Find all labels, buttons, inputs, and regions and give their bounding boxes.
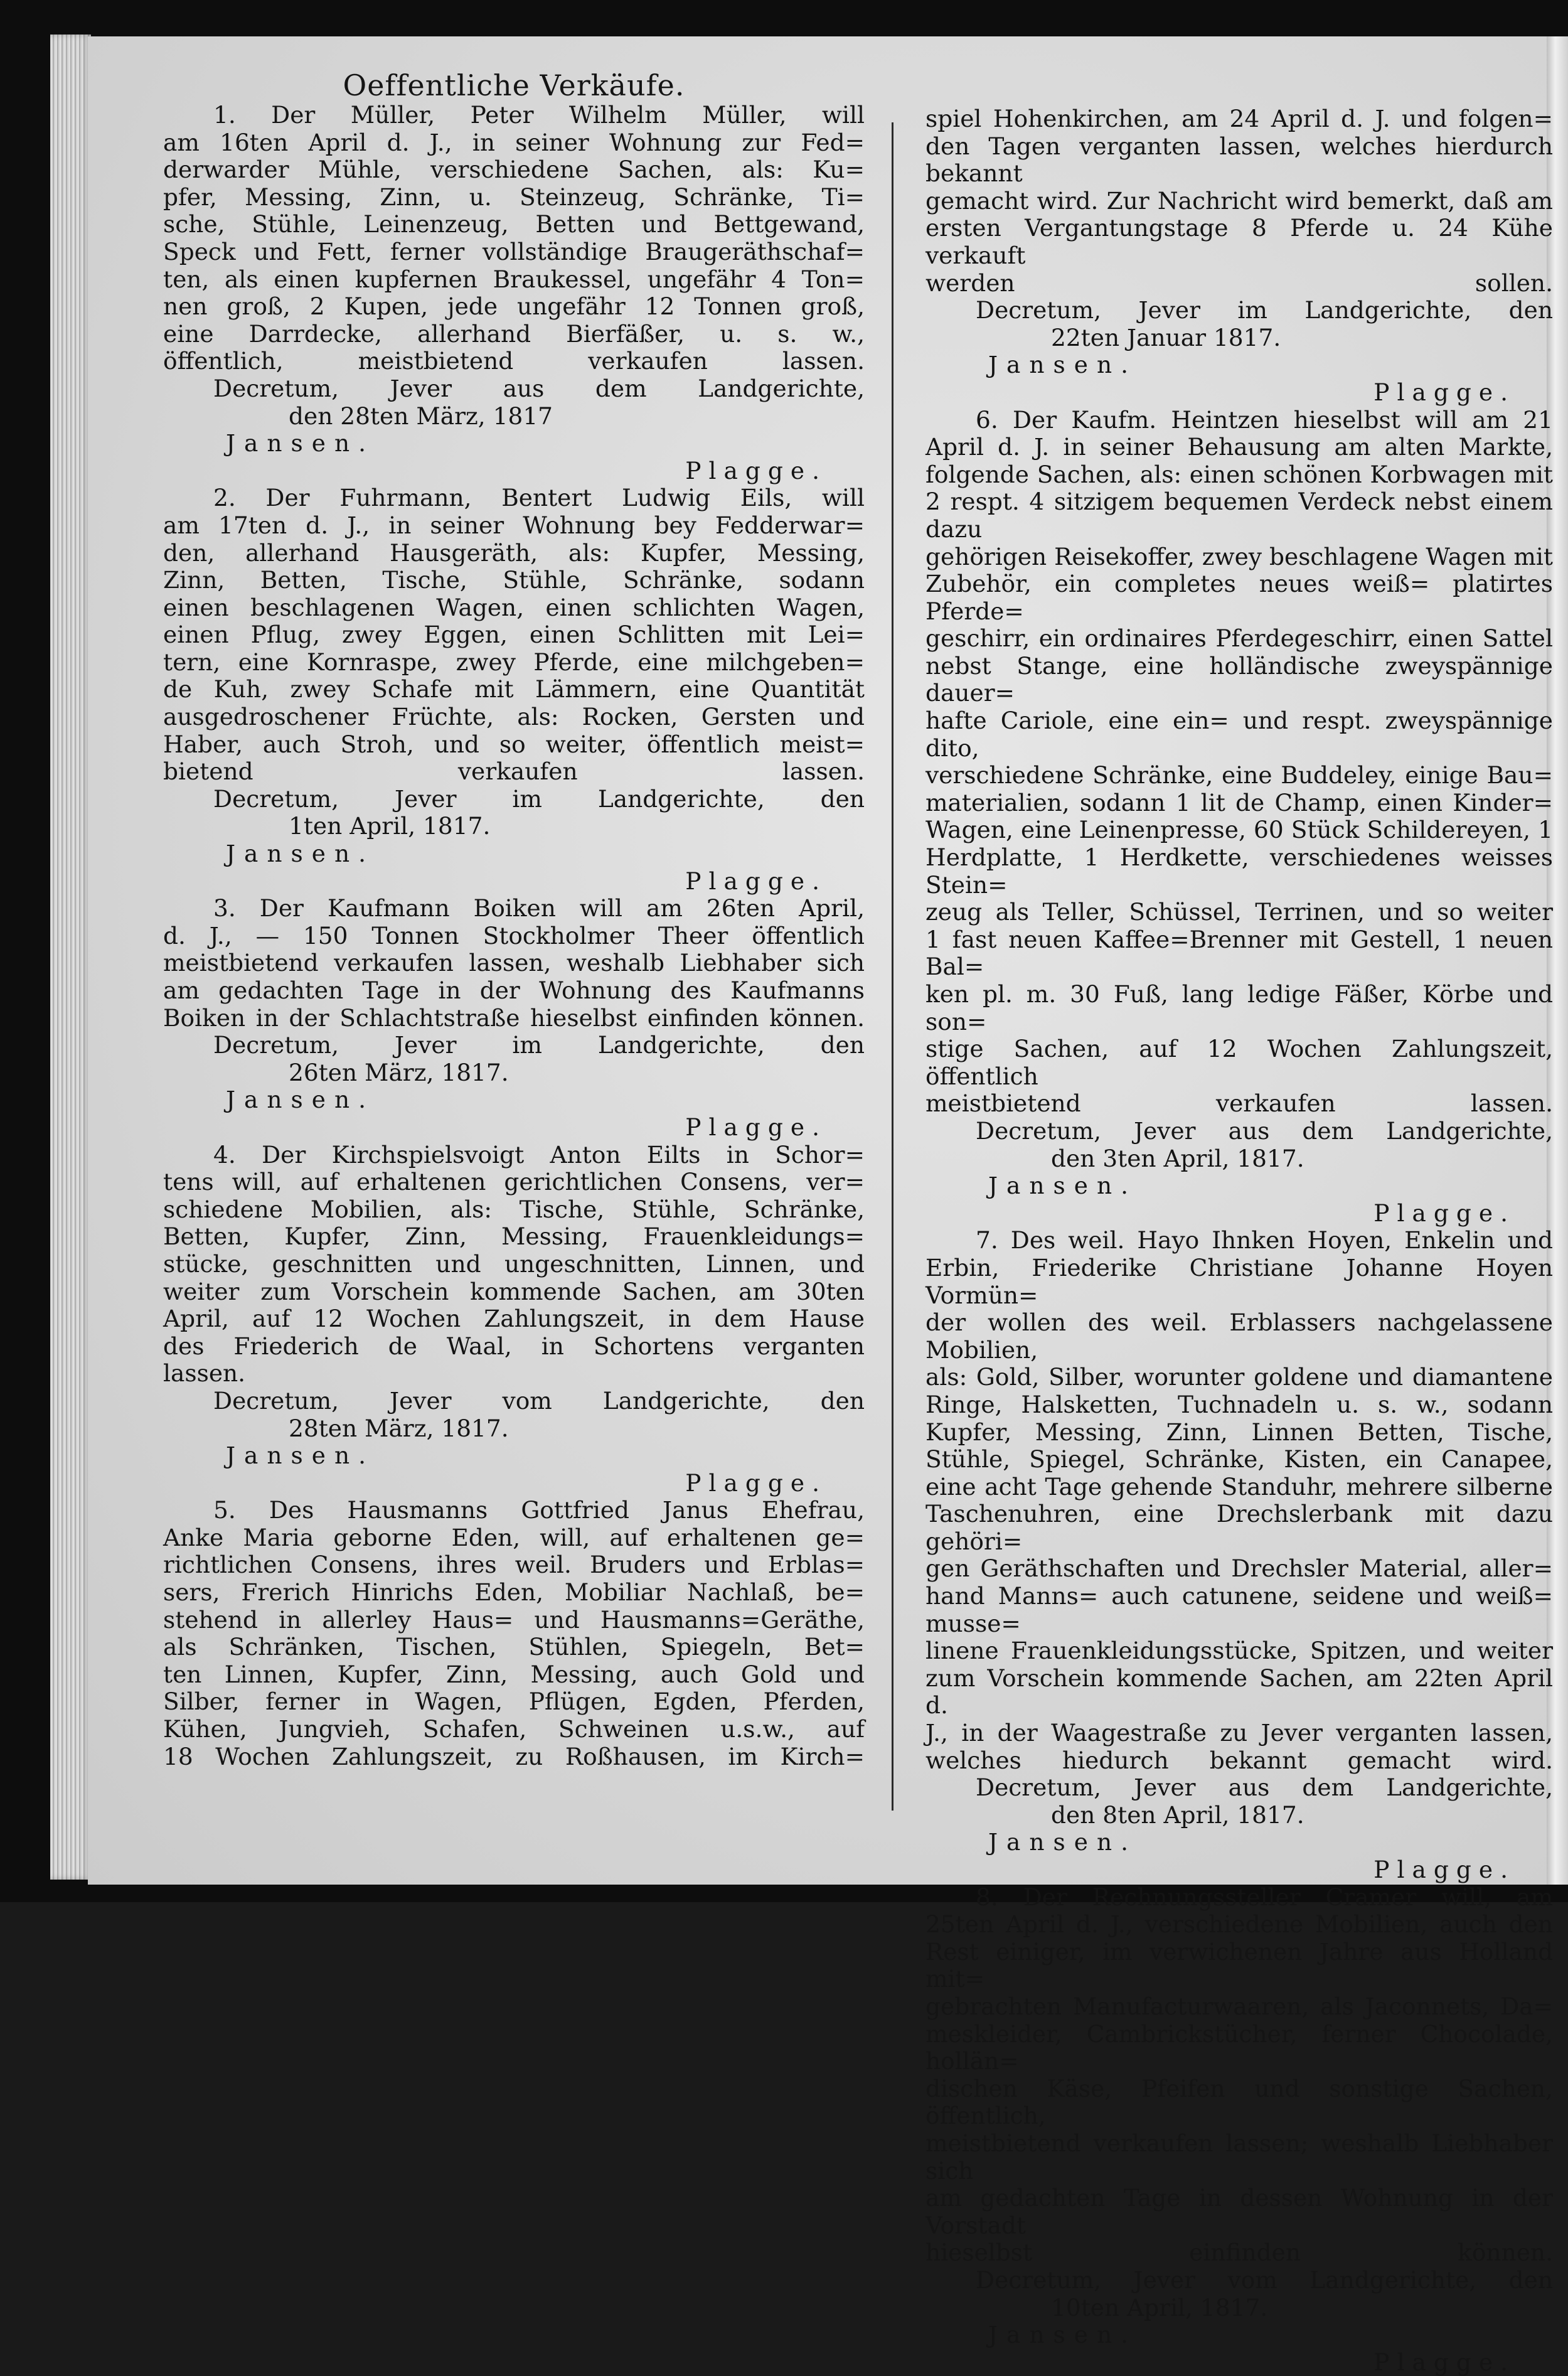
text-line: nebst Stange, eine holländische zweyspännige dauer= xyxy=(925,651,1553,707)
text-line: eine Darrdecke, allerhand Bierfäßer, u. s. w., xyxy=(163,319,865,348)
text-line: Decretum, Jever aus dem Landgerichte, xyxy=(976,1116,1553,1145)
text-line: 4. Der Kirchspielsvoigt Anton Eilts in Schor= xyxy=(213,1140,865,1169)
text-line: öffentlich, meistbietend verkaufen lassen. xyxy=(163,347,865,375)
text-line: den 3ten April, 1817. xyxy=(1051,1144,1304,1172)
text-line: richtlichen Consens, ihres weil. Bruders und Erblas= xyxy=(163,1551,865,1579)
text-line: Plagge. xyxy=(1373,378,1515,406)
text-line: eine acht Tage gehende Standuhr, mehrere silberne xyxy=(925,1472,1553,1501)
text-line: einen beschlagenen Wagen, einen schlichten Wagen, xyxy=(163,593,865,621)
text-line: hieselbst einfinden können. xyxy=(925,2239,1553,2267)
text-line: den 8ten April, 1817. xyxy=(1051,1801,1304,1829)
text-line: dischen Käse, Pfeifen und sonstige Sachen, öffentlich, xyxy=(925,2074,1553,2130)
text-line: Anke Maria geborne Eden, will, auf erhaltenen ge= xyxy=(163,1523,865,1551)
text-line: Taschenuhren, eine Drechslerbank mit dazu gehöri= xyxy=(925,1500,1553,1555)
text-line: schiedene Mobilien, als: Tische, Stühle, Schränke, xyxy=(163,1195,865,1223)
text-line: Jansen. xyxy=(988,1828,1138,1856)
text-line: 1. Der Müller, Peter Wilhelm Müller, will xyxy=(213,101,865,129)
text-line: J., in der Waagestraße zu Jever verganten lassen, xyxy=(925,1719,1553,1747)
text-line: Decretum, Jever im Landgerichte, den xyxy=(213,784,865,813)
text-line: des Friederich de Waal, in Schortens verganten xyxy=(163,1332,865,1360)
text-line: Decretum, Jever aus dem Landgerichte, xyxy=(213,374,865,402)
text-line: Kühen, Jungvieh, Schafen, Schweinen u.s.w., auf xyxy=(163,1715,865,1743)
text-line: 6. Der Kaufm. Heintzen hieselbst will am 21 xyxy=(976,405,1553,434)
text-line: linene Frauenkleidungsstücke, Spitzen, und weiter xyxy=(925,1637,1553,1665)
text-line: tens will, auf erhaltenen gerichtlichen Consens, ver= xyxy=(163,1168,865,1196)
text-line: d. J., — 150 Tonnen Stockholmer Theer öffentlich xyxy=(163,921,865,950)
text-line: ken pl. m. 30 Fuß, lang ledige Fäßer, Körbe und son= xyxy=(925,980,1553,1035)
text-line: Decretum, Jever im Landgerichte, den xyxy=(976,296,1553,324)
text-line: Plagge. xyxy=(1373,2348,1515,2376)
text-line: gehörigen Reisekoffer, zwey beschlagene Wagen mit xyxy=(925,542,1553,570)
text-line: Jansen. xyxy=(988,351,1138,379)
text-line: gen Geräthschaften und Drechsler Material, aller= xyxy=(925,1555,1553,1583)
text-line: Plagge. xyxy=(1373,1856,1515,1883)
text-line: sche, Stühle, Leinenzeug, Betten und Bettgewand, xyxy=(163,210,865,238)
text-line: 8. Der Rechnungssteller Cramer will, am xyxy=(976,1883,1553,1911)
text-line: Zubehör, ein completes neues weiß= platirtes Pferde= xyxy=(925,570,1553,625)
text-line: am gedachten Tage in dessen Wohnung in der Vorstadt xyxy=(925,2184,1553,2239)
text-line: de Kuh, zwey Schafe mit Lämmern, eine Quantität xyxy=(163,675,865,704)
text-line: sers, Frerich Hinrichs Eden, Mobiliar Nachlaß, be= xyxy=(163,1578,865,1607)
text-line: Zinn, Betten, Tische, Stühle, Schränke, sodann xyxy=(163,566,865,594)
text-line: verschiedene Schränke, eine Buddeley, einige Bau= xyxy=(925,761,1553,789)
text-line: 2 respt. 4 sitzigem bequemen Verdeck nebst einem dazu xyxy=(925,488,1553,543)
text-line: Haber, auch Stroh, und so weiter, öffentlich meist= xyxy=(163,730,865,758)
text-line: Decretum, Jever vom Landgerichte, den xyxy=(213,1386,865,1415)
text-line: 26ten März, 1817. xyxy=(289,1058,509,1086)
text-line: 3. Der Kaufmann Boiken will am 26ten April, xyxy=(213,894,865,923)
text-line: weiter zum Vorschein kommende Sachen, am 30ten xyxy=(163,1277,865,1305)
text-line: am gedachten Tage in der Wohnung des Kaufmanns xyxy=(163,977,865,1004)
text-line: Plagge. xyxy=(685,456,827,484)
text-line: 5. Des Hausmanns Gottfried Janus Ehefrau, xyxy=(213,1496,865,1524)
right-column-lines xyxy=(925,105,1553,2376)
text-line: 7. Des weil. Hayo Ihnken Hoyen, Enkelin und xyxy=(976,1226,1553,1255)
text-line: hafte Cariole, eine ein= und respt. zweyspännige dito, xyxy=(925,707,1553,762)
text-line: tern, eine Kornraspe, zwey Pferde, eine milchgeben= xyxy=(163,648,865,676)
text-line: derwarder Mühle, verschiedene Sachen, als: Ku= xyxy=(163,156,865,184)
text-line: Decretum, Jever im Landgerichte, den xyxy=(213,1031,865,1059)
section-heading: Oeffentliche Verkäufe. xyxy=(343,68,685,102)
text-line: 22ten Januar 1817. xyxy=(1051,323,1281,351)
text-line: 28ten März, 1817. xyxy=(289,1414,509,1442)
text-line: Jansen. xyxy=(226,840,375,868)
text-line: Plagge. xyxy=(1373,1199,1515,1227)
text-line: meskleider, Cambrickstücher, ferner Chocolade, hollän= xyxy=(925,2020,1553,2075)
text-line: pfer, Messing, Zinn, u. Steinzeug, Schränke, Ti= xyxy=(163,183,865,211)
text-line: 1 fast neuen Kaffee=Brenner mit Gestell, 1 neuen Bal= xyxy=(925,925,1553,981)
text-line: Wagen, eine Leinenpresse, 60 Stück Schildereyen, 1 xyxy=(925,816,1553,844)
text-line: Herdplatte, 1 Herdkette, verschiedenes weisses Stein= xyxy=(925,843,1553,899)
text-line: bietend verkaufen lassen. xyxy=(163,757,865,786)
text-line: Rest einiger, im verwichenen Jahre aus Holland mit= xyxy=(925,1937,1553,1993)
text-line: meistbietend verkaufen lassen. xyxy=(925,1089,1553,1118)
text-line: am 16ten April d. J., in seiner Wohnung zur Fed= xyxy=(163,128,865,156)
text-line: ten, als einen kupfernen Braukessel, ungefähr 4 Ton= xyxy=(163,265,865,293)
text-line: Jansen. xyxy=(226,1086,375,1114)
text-line: geschirr, ein ordinaires Pferdegeschirr, einen Sattel xyxy=(925,624,1553,653)
text-line: Kupfer, Messing, Zinn, Linnen Betten, Tische, xyxy=(925,1418,1553,1446)
text-line: lassen. xyxy=(163,1359,246,1388)
text-line: ausgedroschener Früchte, als: Rocken, Gersten und xyxy=(163,703,865,731)
text-line: hand Manns= auch catunene, seidene und weiß= musse= xyxy=(925,1582,1553,1637)
text-line: Decretum, Jever aus dem Landgerichte, xyxy=(976,1774,1553,1802)
text-line: ersten Vergantungstage 8 Pferde u. 24 Kühe verkauft xyxy=(925,214,1553,269)
text-line: Jansen. xyxy=(988,2321,1138,2349)
text-line: als Schränken, Tischen, Stühlen, Spiegeln, Bet= xyxy=(163,1633,865,1661)
text-line: April d. J. in seiner Behausung am alten Markte, xyxy=(925,433,1553,461)
text-line: zeug als Teller, Schüssel, Terrinen, und so weiter xyxy=(925,898,1553,926)
text-line: meistbietend verkaufen lassen; weshalb Liebhaber sich xyxy=(925,2129,1553,2185)
text-line: welches hiedurch bekannt gemacht wird. xyxy=(925,1746,1553,1774)
text-line: Jansen. xyxy=(226,1442,375,1470)
text-line: stücke, geschnitten und ungeschnitten, Linnen, und xyxy=(163,1250,865,1278)
text-line: Ringe, Halsketten, Tuchnadeln u. s. w., sodann xyxy=(925,1390,1553,1418)
text-line: April, auf 12 Wochen Zahlungszeit, in dem Hause xyxy=(163,1305,865,1333)
text-line: den, allerhand Hausgeräth, als: Kupfer, Messing, xyxy=(163,538,865,567)
text-line: als: Gold, Silber, worunter goldene und diamantene xyxy=(925,1363,1553,1391)
text-line: meistbietend verkaufen lassen, weshalb Liebhaber sich xyxy=(163,949,865,977)
text-line: Boiken in der Schlachtstraße hieselbst einfinden können. xyxy=(163,1003,865,1032)
text-line: 25ten April d. J., verschiedene Mobilien, auch den xyxy=(925,1910,1553,1939)
text-line: einen Pflug, zwey Eggen, einen Schlitten mit Lei= xyxy=(163,621,865,649)
text-line: Jansen. xyxy=(226,429,375,458)
text-line: Betten, Kupfer, Zinn, Messing, Frauenkleidungs= xyxy=(163,1223,865,1251)
column-divider xyxy=(892,122,893,1811)
right-column xyxy=(925,105,1553,2376)
text-line: Jansen. xyxy=(988,1172,1138,1200)
left-column-lines xyxy=(163,102,865,1770)
text-line: gemacht wird. Zur Nachricht wird bemerkt, daß am xyxy=(925,186,1553,215)
text-line: Speck und Fett, ferner vollständige Braugeräthschaf= xyxy=(163,237,865,265)
text-line: Silber, ferner in Wagen, Pflügen, Egden, Pferden, xyxy=(163,1688,865,1716)
text-line: Decretum, Jever vom Landgerichte, den xyxy=(976,2266,1553,2294)
text-line: spiel Hohenkirchen, am 24 April d. J. und folgen= xyxy=(925,105,1553,132)
text-line: 1ten April, 1817. xyxy=(289,812,491,840)
text-line: den 28ten März, 1817 xyxy=(289,402,553,430)
text-line: Plagge. xyxy=(685,867,827,895)
book-page-edges xyxy=(50,35,91,1880)
text-line: gebrachten Manufacturwaaren, als Jaconnets, Da= xyxy=(925,1992,1553,2020)
left-column xyxy=(163,69,865,1770)
text-line: 10ten April, 1817. xyxy=(1051,2293,1268,2321)
text-line: stehend in allerley Haus= und Hausmanns=Geräthe, xyxy=(163,1605,865,1634)
text-line: materialien, sodann 1 lit de Champ, einen Kinder= xyxy=(925,788,1553,816)
text-line: der wollen des weil. Erblassers nachgelassene Mobilien, xyxy=(925,1308,1553,1364)
text-line: den Tagen verganten lassen, welches hierdurch bekannt xyxy=(925,132,1553,188)
text-line: Erbin, Friederike Christiane Johanne Hoyen Vormün= xyxy=(925,1253,1553,1309)
text-line: werden sollen. xyxy=(925,269,1553,297)
text-line: folgende Sachen, als: einen schönen Korbwagen mit xyxy=(925,460,1553,488)
text-line: Stühle, Spiegel, Schränke, Kisten, ein Canapee, xyxy=(925,1445,1553,1474)
text-line: 2. Der Fuhrmann, Bentert Ludwig Eils, will xyxy=(213,484,865,512)
text-line: 18 Wochen Zahlungszeit, zu Roßhausen, im Kirch= xyxy=(163,1742,865,1770)
text-line: zum Vorschein kommende Sachen, am 22ten April d. xyxy=(925,1664,1553,1720)
text-line: ten Linnen, Kupfer, Zinn, Messing, auch Gold und xyxy=(163,1660,865,1688)
text-line: stige Sachen, auf 12 Wochen Zahlungszeit, öffentlich xyxy=(925,1035,1553,1090)
text-line: nen groß, 2 Kupen, jede ungefähr 12 Tonnen groß, xyxy=(163,292,865,321)
text-line: Plagge. xyxy=(685,1469,827,1497)
text-line: Plagge. xyxy=(685,1113,827,1141)
text-line: am 17ten d. J., in seiner Wohnung bey Fedderwar= xyxy=(163,511,865,539)
